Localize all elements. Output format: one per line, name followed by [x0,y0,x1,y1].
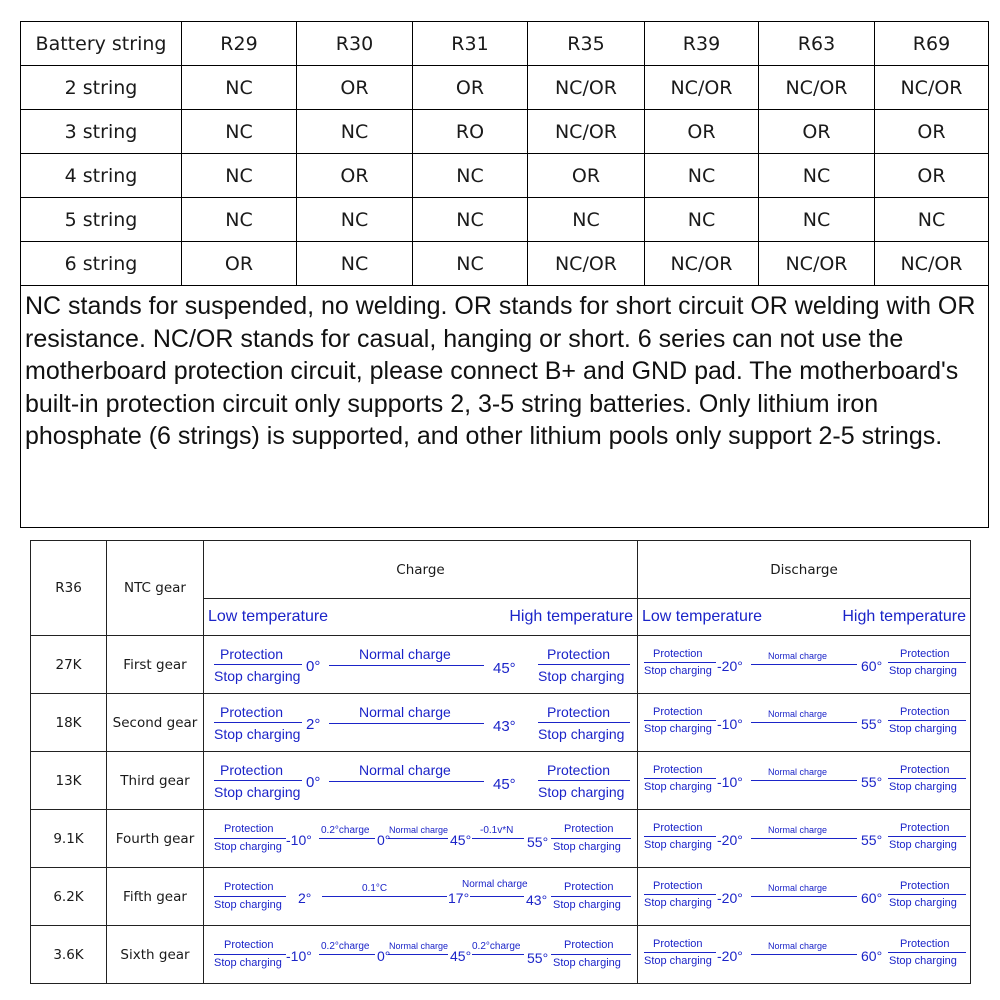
table-cell: NC [759,198,875,242]
discharge-high-temp: 60° [861,658,883,674]
charge-temp-2: 17° [448,890,470,906]
stop-charging-label: Stop charging [538,668,625,684]
table-cell: OR [875,110,989,154]
table-cell: OR [182,242,297,286]
stop-charging-label: Stop charging [889,897,957,909]
gear-name: First gear [107,636,204,694]
header-cell: R29 [182,22,297,66]
divider-line [888,836,966,837]
ntc-gear-table [30,540,971,984]
stop-charging-label: Stop charging [538,726,625,742]
r36-value: 27K [31,636,107,694]
header-discharge: Discharge [638,541,971,599]
stop-charging-label: Stop charging [889,723,957,735]
normal-charge-label: Normal charge [768,941,828,951]
stop-charging-label: Stop charging [214,668,301,684]
table-row [31,752,971,810]
stop-charging-label: Stop charging [889,955,957,967]
charge-diagram [204,810,638,868]
table-row [21,198,989,242]
range-line [319,838,375,839]
charge-diagram [204,926,638,984]
divider-line [644,778,716,779]
discharge-high-temp: 60° [861,890,883,906]
charge-temp-1: 2° [298,890,312,906]
charge-temp-4: 55° [527,834,549,850]
table-cell: NC [759,154,875,198]
range-line [751,838,857,839]
stop-charging-label: Stop charging [214,784,301,800]
discharge-diagram [638,694,971,752]
divider-line [888,894,966,895]
table-cell: NC [645,154,759,198]
protection-label: Protection [900,706,950,718]
high-temperature-label: High temperature [509,608,633,625]
divider-line [214,780,302,781]
table-cell: RO [413,110,528,154]
charge-high-temp: 43° [493,718,516,735]
normal-charge-label: Normal charge [768,825,828,835]
charge-diagram [204,636,638,694]
divider-line [214,896,286,897]
table-cell: NC [875,198,989,242]
note-row [21,286,989,528]
protection-label: Protection [653,880,703,892]
table-cell: NC/OR [759,242,875,286]
charge-temp-2: 0° [377,948,391,964]
discharge-diagram [638,868,971,926]
charge-low-temp: 0° [306,658,321,675]
charge-diagram [204,694,638,752]
table-row [21,242,989,286]
table-row [31,636,971,694]
table-cell: NC [413,154,528,198]
table-cell: NC [182,198,297,242]
divider-line [551,838,631,839]
protection-label: Protection [653,706,703,718]
table-cell: NC/OR [528,66,645,110]
table-cell: NC [297,198,413,242]
header-cell: R39 [645,22,759,66]
table-cell: NC [645,198,759,242]
charge-temp-4: 55° [527,950,549,966]
gear-name: Second gear [107,694,204,752]
note-text: NC stands for suspended, no welding. OR stands for short circuit OR welding with OR resistance. NC/OR stands for casual, hanging or short. 6 series can not use the motherboard protection circuit, please connect B+ and GND pad. The motherboard's built-in protection circuit only supports 2, 3-5 string batteries. Only lithium iron phosphate (6 strings) is supported, and other lithium pools only support 2-5 strings. [21,286,989,528]
table-cell: 5 string [21,198,182,242]
stop-charging-label: Stop charging [214,841,282,853]
protection-label: Protection [564,939,614,951]
divider-line [888,720,966,721]
charge-temp-2: 0° [377,832,391,848]
charge-temp-3: 45° [450,832,472,848]
r36-value: 9.1K [31,810,107,868]
gear-name: Fifth gear [107,868,204,926]
table-row [31,868,971,926]
discharge-diagram [638,752,971,810]
range-line [751,954,857,955]
protection-label: Protection [224,823,274,835]
discharge-high-temp: 60° [861,948,883,964]
protection-label: Protection [547,704,611,720]
table-cell: NC/OR [759,66,875,110]
divider-line [644,662,716,663]
stop-charging-label: Stop charging [644,723,712,735]
low-temperature-label: Low temperature [642,608,763,625]
range-line [329,781,484,782]
table-row [21,110,989,154]
charge-temp-1: -10° [286,948,312,964]
segment-label: 0.2°charge [321,825,370,836]
normal-charge-label: Normal charge [359,704,451,720]
charge-high-temp: 45° [493,660,516,677]
segment-label: 0.1°C [362,883,388,894]
table-cell: OR [297,66,413,110]
table-cell: NC/OR [645,242,759,286]
table-cell: NC/OR [528,242,645,286]
charge-temp-1: -10° [286,832,312,848]
divider-line [214,838,286,839]
range-line [388,954,448,955]
divider-line [538,722,630,723]
table-cell: OR [528,154,645,198]
range-line [329,723,484,724]
table-cell: NC [413,242,528,286]
range-line [751,896,857,897]
table-cell: NC [182,154,297,198]
table-cell: NC [182,110,297,154]
protection-label: Protection [564,881,614,893]
divider-line [551,896,631,897]
table-cell: NC/OR [875,242,989,286]
table-cell: NC [528,198,645,242]
range-line [388,838,448,839]
segment-label: 0.2°charge [472,941,521,952]
divider-line [214,722,302,723]
segment-label: -0.1v*N [480,825,514,836]
divider-line [644,894,716,895]
table-cell: NC [297,110,413,154]
charge-low-temp: 2° [306,716,321,733]
stop-charging-label: Stop charging [553,957,621,969]
r36-value: 18K [31,694,107,752]
gear-name: Fourth gear [107,810,204,868]
table-row [21,66,989,110]
discharge-low-temp: -20° [717,832,743,848]
range-line [472,954,524,955]
protection-label: Protection [564,823,614,835]
high-temperature-label: High temperature [842,608,966,625]
divider-line [214,664,302,665]
divider-line [551,954,631,955]
table-cell: 3 string [21,110,182,154]
stop-charging-label: Stop charging [889,839,957,851]
table-cell: NC [182,66,297,110]
header-charge: Charge [204,541,638,599]
table-cell: 6 string [21,242,182,286]
stop-charging-label: Stop charging [214,899,282,911]
r36-value: 13K [31,752,107,810]
table-row [31,926,971,984]
table-header-row [21,22,989,66]
normal-charge-label: Normal charge [389,825,449,835]
table-cell: NC/OR [875,66,989,110]
range-line [319,954,375,955]
range-line [472,838,524,839]
divider-line [644,952,716,953]
header-cell: Battery string [21,22,182,66]
stop-charging-label: Stop charging [644,665,712,677]
table-cell: 2 string [21,66,182,110]
divider-line [538,780,630,781]
low-temperature-label: Low temperature [208,608,329,625]
charge-temp-subheader [204,599,638,636]
stop-charging-label: Stop charging [644,897,712,909]
normal-charge-label: Normal charge [768,709,828,719]
discharge-high-temp: 55° [861,716,883,732]
stop-charging-label: Stop charging [538,784,625,800]
range-line [470,896,524,897]
protection-label: Protection [653,938,703,950]
protection-label: Protection [900,880,950,892]
table-cell: NC/OR [528,110,645,154]
divider-line [644,836,716,837]
r36-value: 3.6K [31,926,107,984]
protection-label: Protection [220,646,284,662]
discharge-diagram [638,636,971,694]
table-row [31,694,971,752]
header-cell: R30 [297,22,413,66]
range-line [329,665,484,666]
divider-line [644,720,716,721]
gear-name: Sixth gear [107,926,204,984]
protection-label: Protection [900,822,950,834]
table-cell: NC [297,242,413,286]
discharge-temp-subheader [638,599,971,636]
normal-charge-label: Normal charge [359,762,451,778]
table-cell: OR [875,154,989,198]
table-cell: OR [645,110,759,154]
stop-charging-label: Stop charging [644,781,712,793]
segment-label: 0.2°charge [321,941,370,952]
table-cell: NC [413,198,528,242]
normal-charge-label: Normal charge [768,767,828,777]
protection-label: Protection [224,939,274,951]
stop-charging-label: Stop charging [889,781,957,793]
divider-line [888,952,966,953]
protection-label: Protection [224,881,274,893]
table-header-row [31,541,971,599]
divider-line [538,664,630,665]
gear-name: Third gear [107,752,204,810]
protection-label: Protection [547,762,611,778]
range-line [751,664,857,665]
normal-charge-label: Normal charge [462,879,528,890]
protection-label: Protection [900,938,950,950]
range-line [322,896,447,897]
charge-diagram [204,868,638,926]
discharge-diagram [638,810,971,868]
header-cell: R69 [875,22,989,66]
stop-charging-label: Stop charging [644,955,712,967]
normal-charge-label: Normal charge [389,941,449,951]
stop-charging-label: Stop charging [553,841,621,853]
protection-label: Protection [220,704,284,720]
stop-charging-label: Stop charging [644,839,712,851]
protection-label: Protection [653,822,703,834]
table-row [31,810,971,868]
discharge-diagram [638,926,971,984]
charge-low-temp: 0° [306,774,321,791]
stop-charging-label: Stop charging [889,665,957,677]
discharge-high-temp: 55° [861,774,883,790]
charge-temp-3: 43° [526,892,548,908]
table-cell: OR [413,66,528,110]
normal-charge-label: Normal charge [768,883,828,893]
protection-label: Protection [900,648,950,660]
charge-high-temp: 45° [493,776,516,793]
header-r36: R36 [31,541,107,636]
header-cell: R63 [759,22,875,66]
table-cell: NC/OR [645,66,759,110]
table-cell: 4 string [21,154,182,198]
stop-charging-label: Stop charging [214,957,282,969]
divider-line [214,954,286,955]
resistor-config-table [20,21,989,528]
table-row [21,154,989,198]
discharge-low-temp: -10° [717,774,743,790]
table-cell: OR [759,110,875,154]
protection-label: Protection [900,764,950,776]
divider-line [888,662,966,663]
range-line [751,780,857,781]
discharge-low-temp: -20° [717,890,743,906]
discharge-low-temp: -10° [717,716,743,732]
range-line [751,722,857,723]
normal-charge-label: Normal charge [359,646,451,662]
table-cell: OR [297,154,413,198]
charge-diagram [204,752,638,810]
discharge-low-temp: -20° [717,948,743,964]
stop-charging-label: Stop charging [553,899,621,911]
header-ntc-gear: NTC gear [107,541,204,636]
discharge-low-temp: -20° [717,658,743,674]
divider-line [888,778,966,779]
protection-label: Protection [547,646,611,662]
protection-label: Protection [653,764,703,776]
protection-label: Protection [220,762,284,778]
normal-charge-label: Normal charge [768,651,828,661]
stop-charging-label: Stop charging [214,726,301,742]
protection-label: Protection [653,648,703,660]
header-cell: R35 [528,22,645,66]
charge-temp-3: 45° [450,948,472,964]
r36-value: 6.2K [31,868,107,926]
header-cell: R31 [413,22,528,66]
discharge-high-temp: 55° [861,832,883,848]
